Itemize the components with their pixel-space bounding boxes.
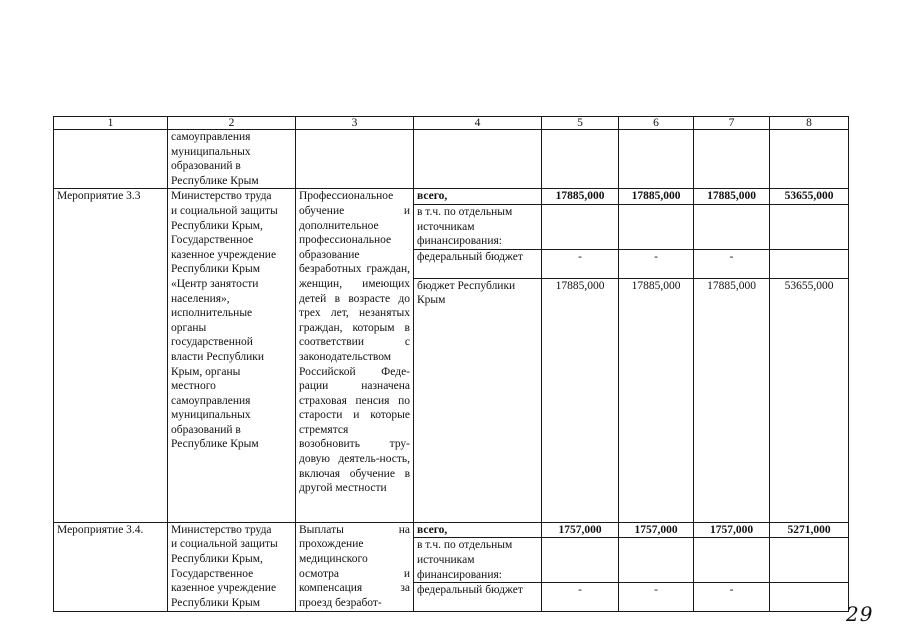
- cell-empty: [694, 130, 770, 189]
- cell-total-label: всего,: [414, 522, 542, 538]
- cell-republic-value: 17885,000: [619, 278, 694, 522]
- executor-text: самоуправления муниципальных образований в Республике Крым: [171, 131, 259, 187]
- page-number: 29: [846, 602, 874, 626]
- cell-republic-label: бюджет Республики Крым: [414, 278, 542, 522]
- cell-total-label: всего,: [414, 189, 542, 205]
- header-cell: 2: [168, 117, 296, 130]
- cell-empty: [542, 538, 619, 583]
- header-cell: 5: [542, 117, 619, 130]
- cell-executor: [168, 189, 296, 522]
- table-row-continuation: [54, 130, 849, 189]
- cell-empty: [619, 538, 694, 583]
- cell-total-value: 1757,000: [694, 522, 770, 538]
- cell-empty: [542, 204, 619, 249]
- header-cell: 1: [54, 117, 168, 130]
- cell-federal-value: -: [542, 583, 619, 612]
- cell-empty: [296, 130, 414, 189]
- cell-empty: [770, 204, 849, 249]
- budget-table: [53, 116, 849, 612]
- cell-total-value: 5271,000: [770, 522, 849, 538]
- cell-total-value: 17885,000: [542, 189, 619, 205]
- cell-total-value: 1757,000: [619, 522, 694, 538]
- cell-republic-value: 17885,000: [694, 278, 770, 522]
- header-cell: 4: [414, 117, 542, 130]
- cell-empty: [770, 130, 849, 189]
- cell-federal-label: федеральный бюджет: [414, 249, 542, 278]
- executor-text: Министерство труда и социальной защиты Республики Крым, Государственное казенное учреждение Республики Крым «Центр занятости населения», исполнительные органы государственной власти Республики Крым, органы местного самоуправления муниципальных образований в Республике Крым: [171, 190, 278, 451]
- cell-measure-name: Мероприятие 3.3: [54, 189, 168, 522]
- cell-empty: [694, 538, 770, 583]
- cell-total-value: 1757,000: [542, 522, 619, 538]
- cell-empty: [770, 538, 849, 583]
- executor-text: Министерство труда и социальной защиты Республики Крым, Государственное казенное учреждение Республики Крым: [171, 523, 278, 609]
- header-cell: 8: [770, 117, 849, 130]
- cell-empty: [414, 130, 542, 189]
- cell-empty: [694, 204, 770, 249]
- cell-executor: [168, 522, 296, 611]
- table-row-m34-total: [54, 522, 849, 538]
- cell-republic-value: 53655,000: [770, 278, 849, 522]
- table-row-m33-total: [54, 189, 849, 205]
- cell-description: Выплаты на прохождение медицинского осмотра и компенсация за проезд безработ-: [296, 522, 414, 611]
- header-cell: 3: [296, 117, 414, 130]
- header-cell: 6: [619, 117, 694, 130]
- cell-federal-value: [770, 583, 849, 612]
- cell-empty: [54, 130, 168, 189]
- cell-empty: [619, 204, 694, 249]
- cell-federal-label: федеральный бюджет: [414, 583, 542, 612]
- cell-federal-value: -: [619, 583, 694, 612]
- cell-incl-label: в т.ч. по отдельным источникам финансирования:: [414, 204, 542, 249]
- cell-federal-value: -: [694, 583, 770, 612]
- cell-incl-label: в т.ч. по отдельным источникам финансирования:: [414, 538, 542, 583]
- cell-total-value: 17885,000: [694, 189, 770, 205]
- header-cell: 7: [694, 117, 770, 130]
- cell-federal-value: -: [694, 249, 770, 278]
- cell-federal-value: -: [619, 249, 694, 278]
- cell-empty: [619, 130, 694, 189]
- cell-republic-value: 17885,000: [542, 278, 619, 522]
- cell-total-value: 17885,000: [619, 189, 694, 205]
- cell-description: Профессиональное обучение и дополнительное профессиональное образование безработных граждан, женщин, имеющих детей в возрасте до трех лет, незанятых граждан, которым в соответствии с законодательством Российской Феде-рации назначена страховая пенсия по старости и которые стремятся возобновить тру-довую деятель-ность, включая обучение в другой местности: [296, 189, 414, 522]
- cell-measure-name: Мероприятие 3.4.: [54, 522, 168, 611]
- cell-total-value: 53655,000: [770, 189, 849, 205]
- cell-empty: [542, 130, 619, 189]
- cell-federal-value: [770, 249, 849, 278]
- cell-executor-continued: [168, 130, 296, 189]
- table-header-row: [54, 117, 849, 130]
- cell-federal-value: -: [542, 249, 619, 278]
